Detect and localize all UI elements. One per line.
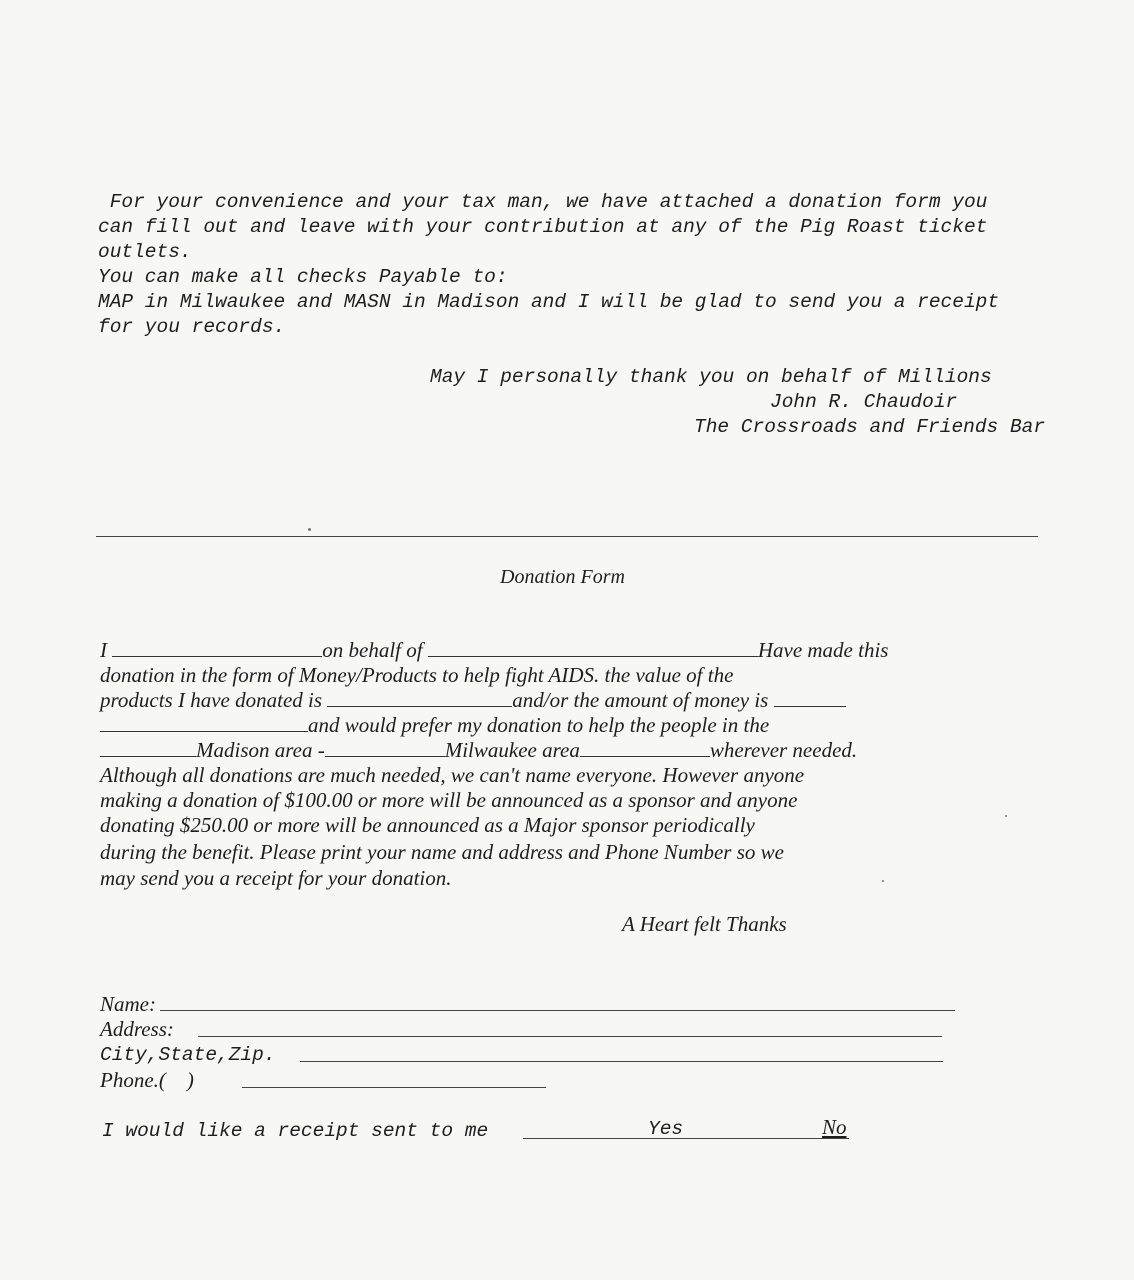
letter-line-2: can fill out and leave with your contribution at any of the Pig Roast ticket [98,216,988,238]
form-line-6: Although all donations are much needed, we can't name everyone. However anyone [100,763,805,787]
madison-area-blank[interactable] [100,742,196,757]
milwaukee-area-blank[interactable] [325,742,445,757]
form-title: Donation Form [500,566,625,588]
form-line-1 [100,638,888,662]
letter-line-6: for you records. [98,316,286,338]
madison-area-label: Madison area - [196,738,325,762]
scan-speck [1005,815,1007,817]
form-line-3 [100,688,846,712]
prefer-label: and would prefer my donation to help the people in the [308,713,770,737]
behalf-of-blank[interactable] [428,642,758,657]
name-field-label: Name: [100,992,156,1016]
form-line-5 [100,738,857,762]
money-amount-label: and/or the amount of money is [512,688,769,712]
donor-name-blank[interactable] [112,642,322,657]
city-state-zip-label: City,State,Zip. [100,1044,276,1066]
form-line-2: donation in the form of Money/Products to help fight AIDS. the value of the [100,663,734,687]
receipt-choice-line [523,1138,849,1139]
form-line-9: during the benefit. Please print your name and address and Phone Number so we [100,840,784,864]
products-value-blank[interactable] [327,692,512,707]
form-line-4 [100,713,769,737]
pledge-i-label: I [100,638,107,662]
receipt-yes-option[interactable]: Yes [648,1118,684,1140]
city-state-zip-line[interactable] [300,1061,943,1062]
letter-line-4: You can make all checks Payable to: [98,266,508,288]
letter-line-5: MAP in Milwaukee and MASN in Madison and I will be glad to send you a receipt [98,291,1000,313]
scan-speck [308,528,311,531]
money-amount-blank-cont[interactable] [100,717,308,732]
address-field-line[interactable] [198,1036,942,1037]
receipt-no-option[interactable]: No [822,1115,847,1139]
address-field-label: Address: [100,1017,174,1041]
signer-organization: The Crossroads and Friends Bar [694,416,1046,438]
wherever-needed-blank[interactable] [580,742,710,757]
scan-speck [882,880,884,882]
form-line-7: making a donation of $100.00 or more will be announced as a sponsor and anyone [100,788,798,812]
wherever-needed-label: wherever needed. [709,738,858,762]
have-made-label: Have made this [757,638,889,662]
form-line-8: donating $250.00 or more will be announced as a Major sponsor periodically [100,813,755,837]
heartfelt-thanks: A Heart felt Thanks [622,912,787,936]
form-line-10: may send you a receipt for your donation. [100,866,452,890]
name-field-line[interactable] [160,1010,955,1011]
milwaukee-area-label: Milwaukee area [444,738,580,762]
letter-closing: May I personally thank you on behalf of Millions [430,366,992,388]
receipt-question: I would like a receipt sent to me [102,1120,489,1142]
products-value-label: products I have donated is [100,688,323,712]
money-amount-blank[interactable] [774,692,846,707]
phone-field-line[interactable] [242,1087,546,1088]
signer-name: John R. Chaudoir [770,391,958,413]
letter-line-3: outlets. [98,241,192,263]
letter-line-1: For your convenience and your tax man, we have attached a donation form you [98,191,988,213]
phone-field-label: Phone.( ) [100,1068,194,1092]
behalf-label: on behalf of [322,638,423,662]
tear-off-divider [96,536,1038,537]
